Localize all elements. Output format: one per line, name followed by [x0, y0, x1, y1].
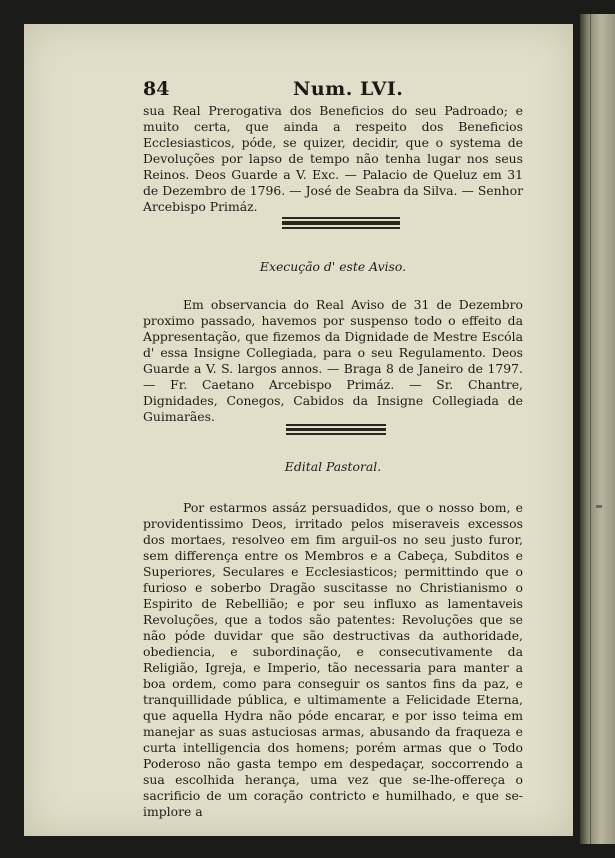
section-heading-edital: Edital Pastoral. — [284, 459, 382, 474]
binding-mark — [596, 505, 602, 508]
section-divider-2 — [286, 424, 386, 435]
page-header — [143, 78, 523, 104]
page-edge-line — [590, 14, 591, 844]
page-number: 84 — [143, 78, 170, 100]
adjacent-page-edge — [580, 14, 615, 844]
running-title: Num. LVI. — [293, 78, 404, 100]
section-heading-execucao: Execução d' este Aviso. — [259, 259, 407, 274]
section-divider-1 — [282, 217, 400, 229]
section-body-edital: Por estarmos assáz persuadidos, que o nosso bom, e providentissimo Deos, irritado pelos miseraveis excessos dos mortaes, resolveo em fim arguil-os no seu justo furor, sem differença entre os Membros e a Cabeça, Subditos e Superiores, Seculares e Ecclesiasticos; permittindo que o furioso e soberbo Dragão suscitasse no Christianismo o Espirito de Rebellião; e por seu influxo as lamentaveis Revoluções, que a todos são patentes: Revoluções que se não póde duvidar que são destructivas da authoridade, obediencia, e subordinação, e consecutivamente da Religião, Igreja, e Imperio, tão necessaria para manter a boa ordem, como para conseguir os santos fins da paz, e tranquillidade pública, e ultimamente a Felicidade Eterna, que aquella Hydra não póde encarar, e por isso teima em manejar as suas astuciosas armas, abusando da fraqueza e curta intelligencia dos homens; porém armas que o Todo Poderoso não gasta tempo em despedaçar, soccorrendo a sua escolhida herança, uma vez que se-lhe-offereça o sacrificio de um coração contricto e humilhado, e que se-implore a — [143, 500, 523, 819]
section-body-execucao: Em observancia do Real Aviso de 31 de Dezembro proximo passado, havemos por suspenso todo o effeito da Appresentação, que fizemos da Dignidade de Mestre Escóla d' essa Insigne Collegiada, para o seu Regulamento. Deos Guarde a V. S. largos annos. — Braga 8 de Janeiro de 1797. — Fr. Caetano Arcebispo Primáz. — Sr. Chantre, Dignidades, Conegos, Cabidos da Insigne Collegiada de Guimarães. — [143, 297, 523, 424]
continuation-paragraph: sua Real Prerogativa dos Beneficios do seu Padroado; e muito certa, que ainda a respeito dos Beneficios Ecclesiasticos, póde, se quizer, decidir, que o systema de Devoluções por lapso de tempo não tenha lugar nos seus Reinos. Deos Guarde a V. Exc. — Palacio de Queluz em 31 de Dezembro de 1796. — José de Seabra da Silva. — Senhor Arcebispo Primáz. — [143, 103, 523, 214]
